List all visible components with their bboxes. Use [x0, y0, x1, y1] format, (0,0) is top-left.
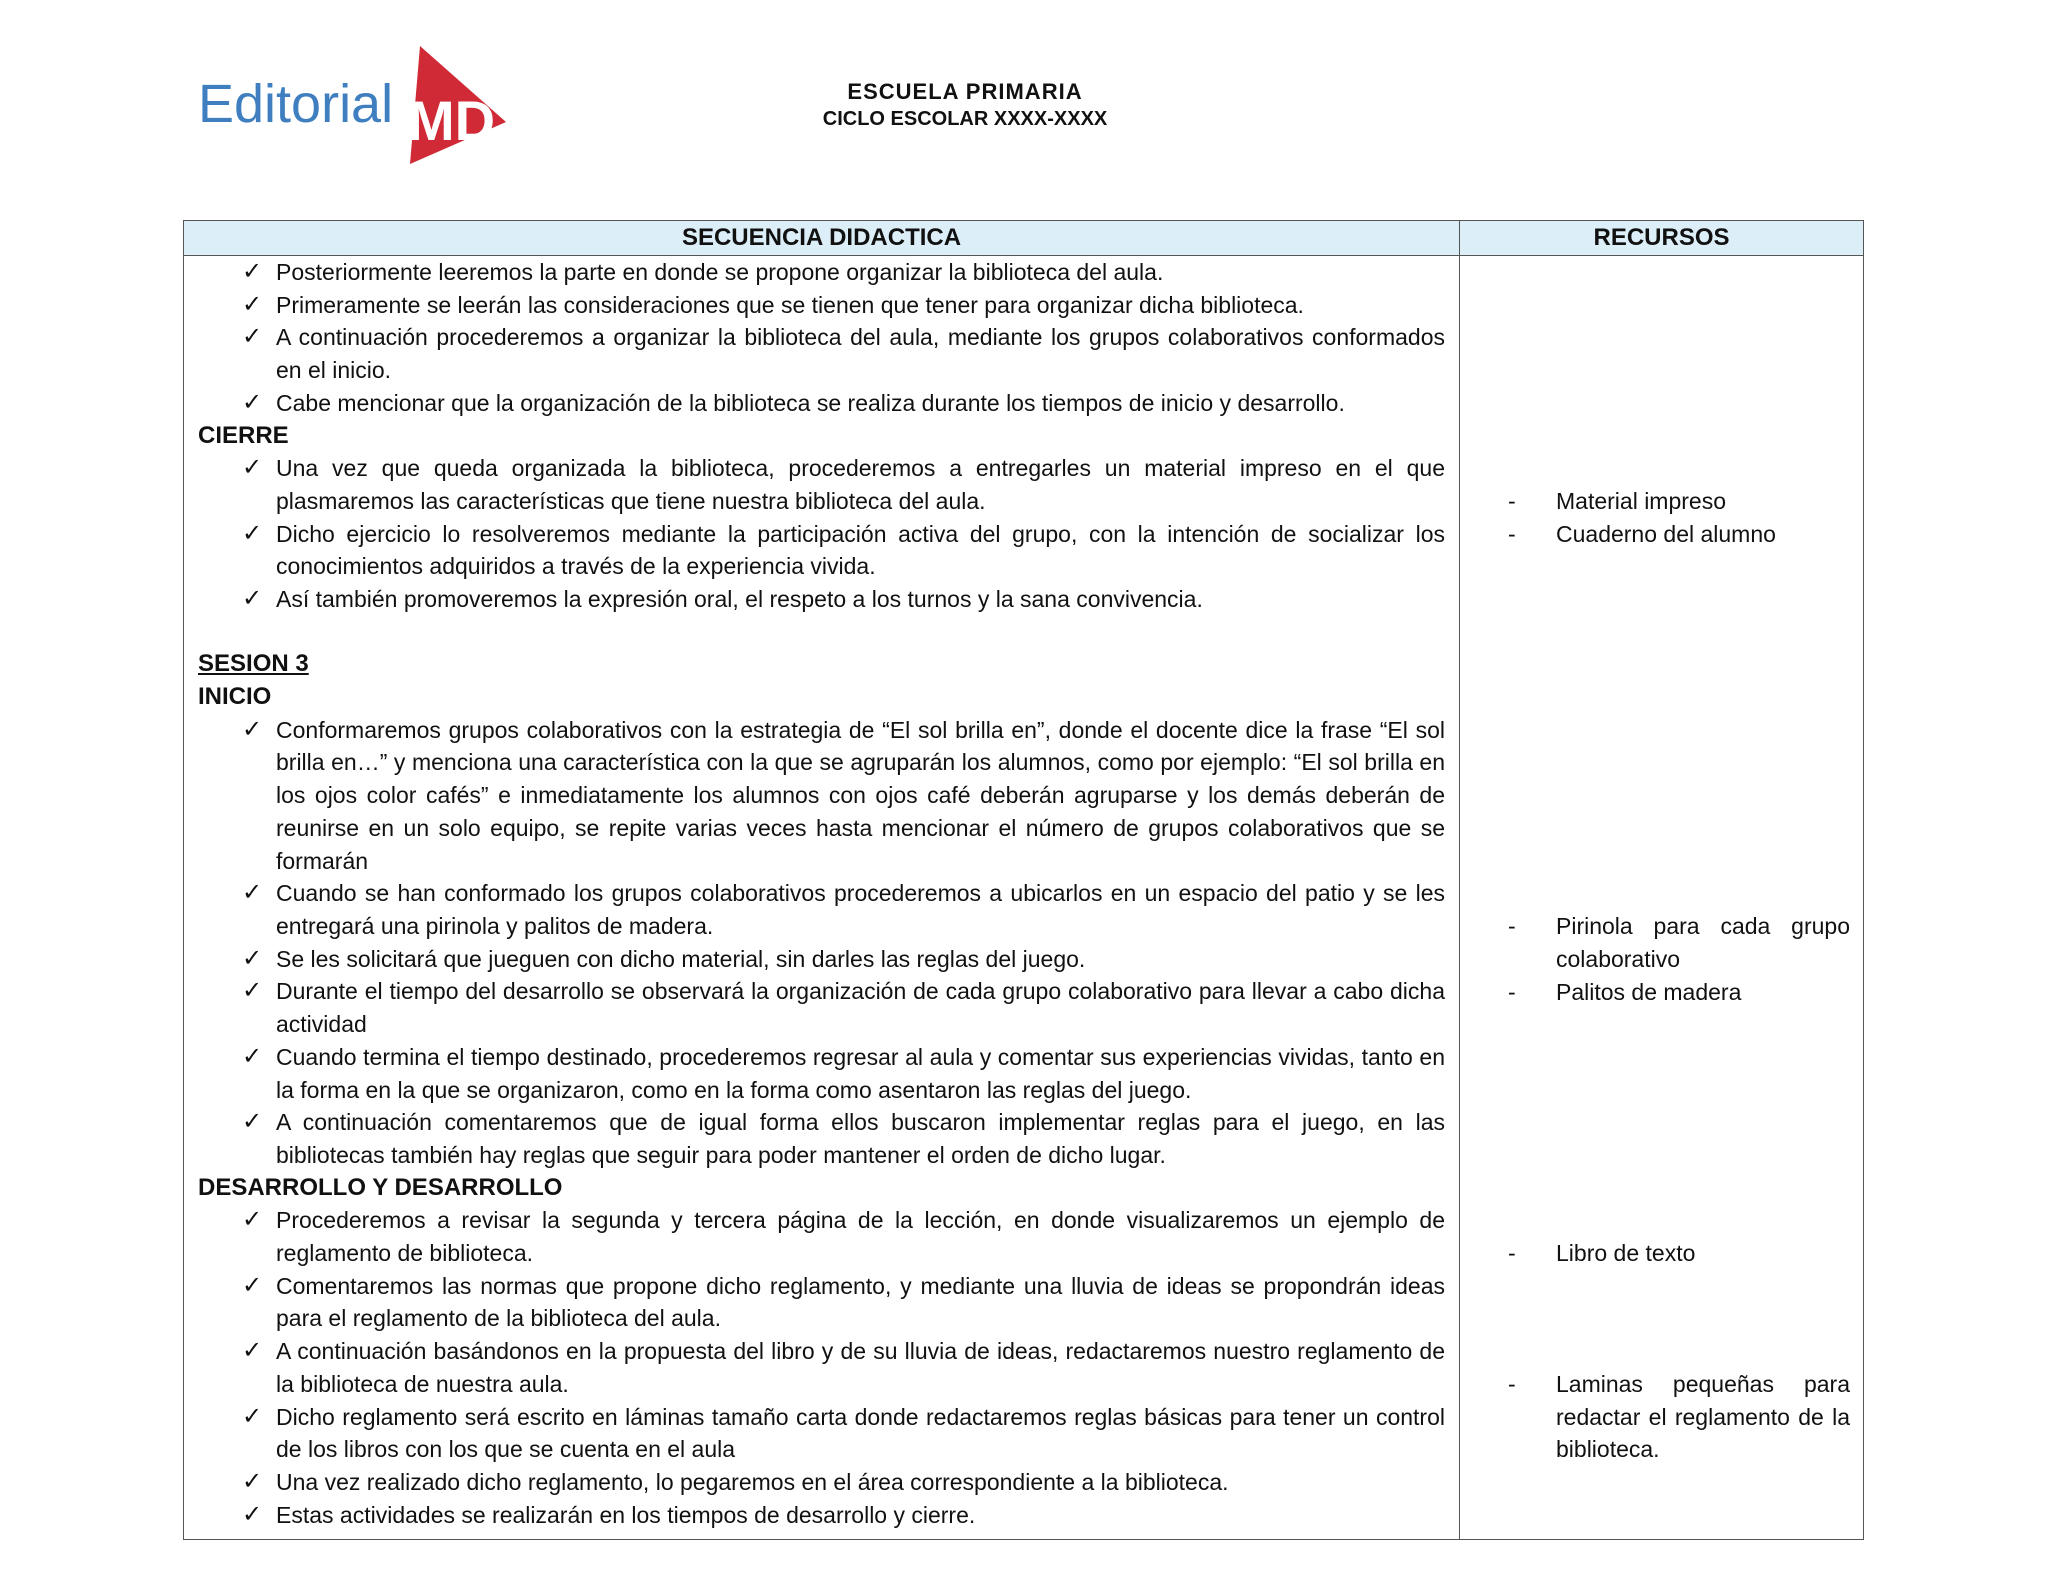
dash-bullet: -	[1508, 1371, 1516, 1397]
checkmark-icon: ✓	[242, 585, 263, 613]
dash-bullet: -	[1508, 488, 1516, 514]
section-title-cierre: CIERRE	[198, 421, 289, 449]
list-item: ✓ Durante el tiempo del desarrollo se observará la organización de cada grupo colaborativo para llevar a cabo dicha actividad	[242, 977, 1445, 1038]
dash-bullet: -	[1508, 913, 1516, 939]
checkmark-icon: ✓	[242, 1500, 263, 1528]
checkmark-icon: ✓	[242, 1042, 263, 1070]
list-item: ✓ Una vez realizado dicho reglamento, lo pegaremos en el área correspondiente a la biblioteca.	[198, 1466, 1445, 1499]
checkmark-icon: ✓	[242, 454, 263, 482]
list-item: ✓ Conformaremos grupos colaborativos con la estrategia de “El sol brilla en”, donde el docente dice la frase “El sol brilla en…” y menciona una característica con la que se agruparán los alumnos, como por ejemplo: “El sol brilla en los ojos color cafés” e inmediatamente los alumnos con ojos café deberán agruparse y los demás deberán de reunirse en un solo equipo, se repite varias veces hasta mencionar el número de grupos colaborativos que se formarán	[242, 715, 1445, 874]
recursos-column	[1460, 256, 1863, 1539]
cierre-list	[198, 452, 1445, 616]
logo-text: Editorial	[198, 74, 394, 134]
spacer	[198, 616, 1445, 649]
lesson-table	[183, 220, 1864, 1540]
desarrollo-list	[198, 1204, 1445, 1531]
document-header	[700, 78, 1230, 132]
list-item: ✓ Cuando termina el tiempo destinado, procederemos regresar al aula y comentar sus experiencias vividas, tanto en la forma en la que se organizaron, como en la forma como asentaron las reglas del juego.	[242, 1042, 1445, 1103]
resource-item: - Palitos de madera	[1508, 976, 1850, 1009]
list-item: ✓ A continuación procederemos a organizar la biblioteca del aula, mediante los grupos colaborativos conformados en el inicio.	[242, 323, 1445, 384]
list-item: ✓ Procederemos a revisar la segunda y tercera página de la lección, en donde visualizaremos un ejemplo de reglamento de biblioteca.	[242, 1206, 1445, 1267]
list-item: ✓ Estas actividades se realizarán en los tiempos de desarrollo y cierre.	[198, 1499, 1445, 1532]
inicio-list	[198, 714, 1445, 1172]
checkmark-icon: ✓	[242, 977, 263, 1005]
resource-item: - Laminas pequeñas para redactar el reglamento de la biblioteca.	[1508, 1368, 1850, 1466]
checkmark-icon: ✓	[242, 1467, 263, 1495]
section-title-desarrollo: DESARROLLO Y DESARROLLO	[198, 1173, 563, 1201]
checkmark-icon: ✓	[242, 323, 263, 351]
resource-item: - Cuaderno del alumno	[1508, 518, 1850, 551]
school-title: ESCUELA PRIMARIA	[847, 79, 1083, 104]
dash-bullet: -	[1508, 979, 1516, 1005]
list-item: ✓ Dicho ejercicio lo resolveremos mediante la participación activa del grupo, con la intención de socializar los conocimientos adquiridos a través de la experiencia vivida.	[242, 519, 1445, 580]
checkmark-icon: ✓	[242, 1402, 263, 1430]
list-item: ✓ Se les solicitará que jueguen con dicho material, sin darles las reglas del juego.	[198, 943, 1445, 976]
list-item: ✓ Una vez que queda organizada la biblioteca, procederemos a entregarles un material impreso en el que plasmaremos las características que tiene nuestra biblioteca del aula.	[242, 454, 1445, 514]
dash-bullet: -	[1508, 521, 1516, 547]
checkmark-icon: ✓	[242, 519, 263, 547]
logo-mark-text: MD	[408, 89, 496, 152]
header-secuencia: SECUENCIA DIDACTICA	[184, 221, 1460, 255]
list-item: ✓ Cabe mencionar que la organización de la biblioteca se realiza durante los tiempos de inicio y desarrollo.	[198, 387, 1445, 420]
table-body	[184, 256, 1863, 1539]
resource-item: - Material impreso	[1508, 485, 1850, 518]
list-item: ✓ A continuación basándonos en la propuesta del libro y de su lluvia de ideas, redactaremos nuestro reglamento de la biblioteca de nuestra aula.	[242, 1337, 1445, 1397]
header-recursos: RECURSOS	[1593, 224, 1730, 251]
list-item: ✓ Primeramente se leerán las consideraciones que se tienen que tener para organizar dicha biblioteca.	[198, 289, 1445, 322]
school-cycle: CICLO ESCOLAR XXXX-XXXX	[822, 108, 1108, 130]
list-item: ✓ Así también promoveremos la expresión oral, el respeto a los turnos y la sana convivencia.	[198, 583, 1445, 616]
checkmark-icon: ✓	[242, 1108, 263, 1136]
checkmark-icon: ✓	[242, 290, 263, 318]
dash-bullet: -	[1508, 1240, 1516, 1266]
checkmark-icon: ✓	[242, 1206, 263, 1234]
resource-item: - Libro de texto	[1508, 1237, 1850, 1270]
list-item: ✓ A continuación comentaremos que de igual forma ellos buscaron implementar reglas para el juego, en las bibliotecas también hay reglas que seguir para poder mantener el orden de dicho lugar.	[242, 1108, 1445, 1168]
secuencia-column	[184, 256, 1460, 1539]
checkmark-icon: ✓	[242, 944, 263, 972]
checkmark-icon: ✓	[242, 1271, 263, 1299]
checkmark-icon: ✓	[242, 1337, 263, 1365]
table-header	[184, 221, 1863, 256]
section-title-inicio: INICIO	[198, 683, 272, 711]
list-item: ✓ Dicho reglamento será escrito en láminas tamaño carta donde redactaremos reglas básicas para tener un control de los libros con los que se cuenta en el aula	[242, 1402, 1445, 1463]
section-title-sesion: SESION 3	[198, 650, 309, 678]
intro-list	[198, 256, 1445, 420]
resource-item: - Pirinola para cada grupo colaborativo	[1508, 910, 1850, 975]
checkmark-icon: ✓	[242, 388, 263, 416]
list-item: ✓ Cuando se han conformado los grupos colaborativos procederemos a ubicarlos en un espacio del patio y se les entregará una pirinola y palitos de madera.	[242, 879, 1445, 939]
checkmark-icon: ✓	[242, 258, 263, 285]
checkmark-icon: ✓	[242, 879, 263, 907]
list-item: ✓ Comentaremos las normas que propone dicho reglamento, y mediante una lluvia de ideas se propondrán ideas para el reglamento de la biblioteca del aula.	[242, 1271, 1445, 1332]
editorial-md-logo	[198, 40, 518, 170]
list-item: ✓ Posteriormente leeremos la parte en donde se propone organizar la biblioteca del aula.	[198, 256, 1445, 289]
checkmark-icon: ✓	[242, 715, 263, 743]
